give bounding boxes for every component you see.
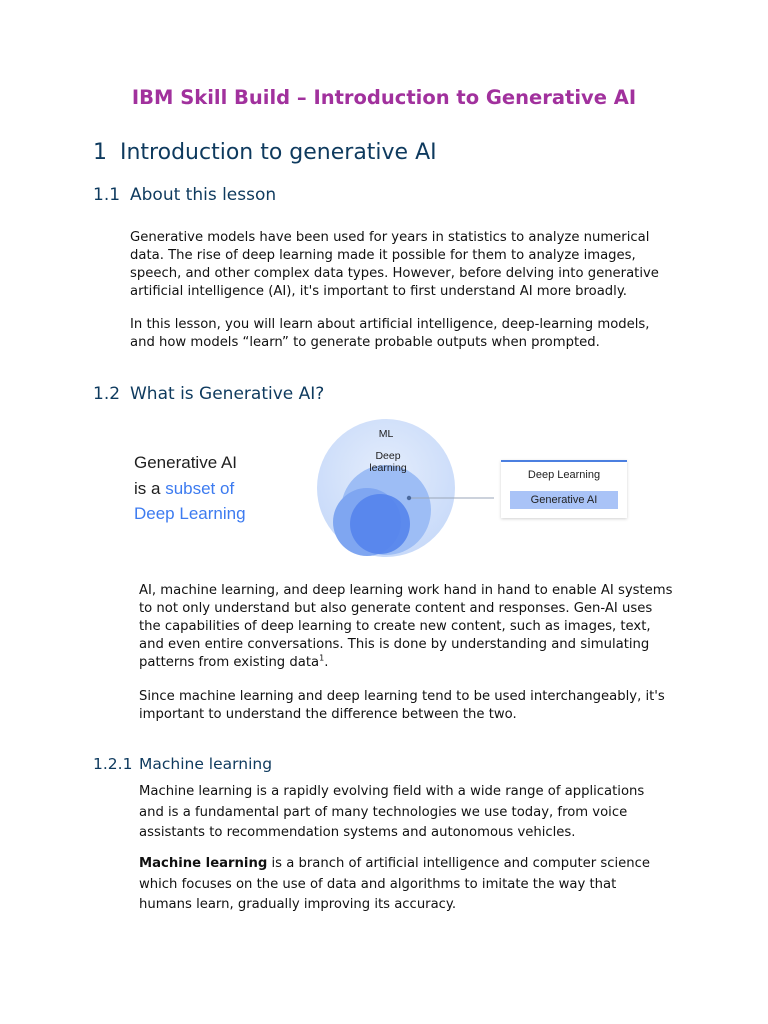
section-title: What is Generative AI? xyxy=(130,384,325,404)
connector-dot xyxy=(407,496,411,500)
section-title: Machine learning xyxy=(139,755,273,773)
section-title: Introduction to generative AI xyxy=(120,140,437,165)
what-is-genai-paragraph-1 xyxy=(139,582,673,672)
paragraph-text: is a branch of artificial intelligence and computer science which focuses on the use of data and algorithms to imitate the way that humans learn, gradually improving its accuracy. xyxy=(139,856,651,912)
section-1-heading xyxy=(93,140,437,165)
legend-box xyxy=(501,460,627,518)
what-is-genai-paragraph-2: Since machine learning and deep learning tend to be used interchangeably, it's important to understand the difference between the two. xyxy=(139,689,665,722)
section-number: 1 xyxy=(93,140,107,165)
section-number: 1.2.1 xyxy=(93,755,133,773)
generative-ai-subset-figure xyxy=(128,418,636,558)
section-1-2-1-heading xyxy=(93,755,272,773)
paragraph-text: AI, machine learning, and deep learning work hand in hand to enable AI systems to not only understand but also generate content and responses. Gen-AI uses the capabilities of deep learning to create new content, such as images, text, and even entire conversations. This is done by understanding and simulating patterns from existing data xyxy=(139,583,673,670)
section-1-1-heading xyxy=(93,185,276,205)
ml-circle-label: ML xyxy=(378,428,394,440)
document-title: IBM Skill Build – Introduction to Generative AI xyxy=(131,86,637,109)
generative-ai-circle xyxy=(350,494,410,554)
deep-learning-label-line-2: learning xyxy=(369,462,407,474)
section-number: 1.2 xyxy=(93,384,121,404)
legend-deep-learning: Deep Learning xyxy=(527,469,601,481)
machine-learning-paragraph-1: Machine learning is a rapidly evolving field with a wide range of applications and is a fundamental part of many technologies we use today, from voice assistants to recommendation systems and autonomous vehicles. xyxy=(139,784,645,840)
figure-headline-line-1: Generative AI xyxy=(134,453,238,472)
section-number: 1.1 xyxy=(93,185,121,205)
figure-headline-accent: subset of xyxy=(165,478,235,498)
figure-headline-prefix: is a xyxy=(134,478,166,498)
about-lesson-paragraph-2: In this lesson, you will learn about artificial intelligence, deep-learning models, and how models “learn” to generate probable outputs when prompted. xyxy=(130,317,650,350)
deep-learning-label-line-1: Deep xyxy=(375,450,401,462)
machine-learning-paragraph-2 xyxy=(139,854,673,916)
paragraph-end: . xyxy=(324,655,329,670)
section-1-2-heading xyxy=(93,384,324,404)
machine-learning-term: Machine learning xyxy=(139,856,268,871)
section-title: About this lesson xyxy=(130,185,277,205)
footnote-marker[interactable]: 1 xyxy=(319,653,325,663)
figure-headline-line-3: Deep Learning xyxy=(134,504,246,523)
legend-generative-ai: Generative AI xyxy=(510,491,618,509)
about-lesson-paragraph-1: Generative models have been used for years in statistics to analyze numerical data. The rise of deep learning made it possible for them to analyze images, speech, and other complex data types. However, before delving into generative artificial intelligence (AI), it's important to first understand AI more broadly. xyxy=(130,230,659,299)
